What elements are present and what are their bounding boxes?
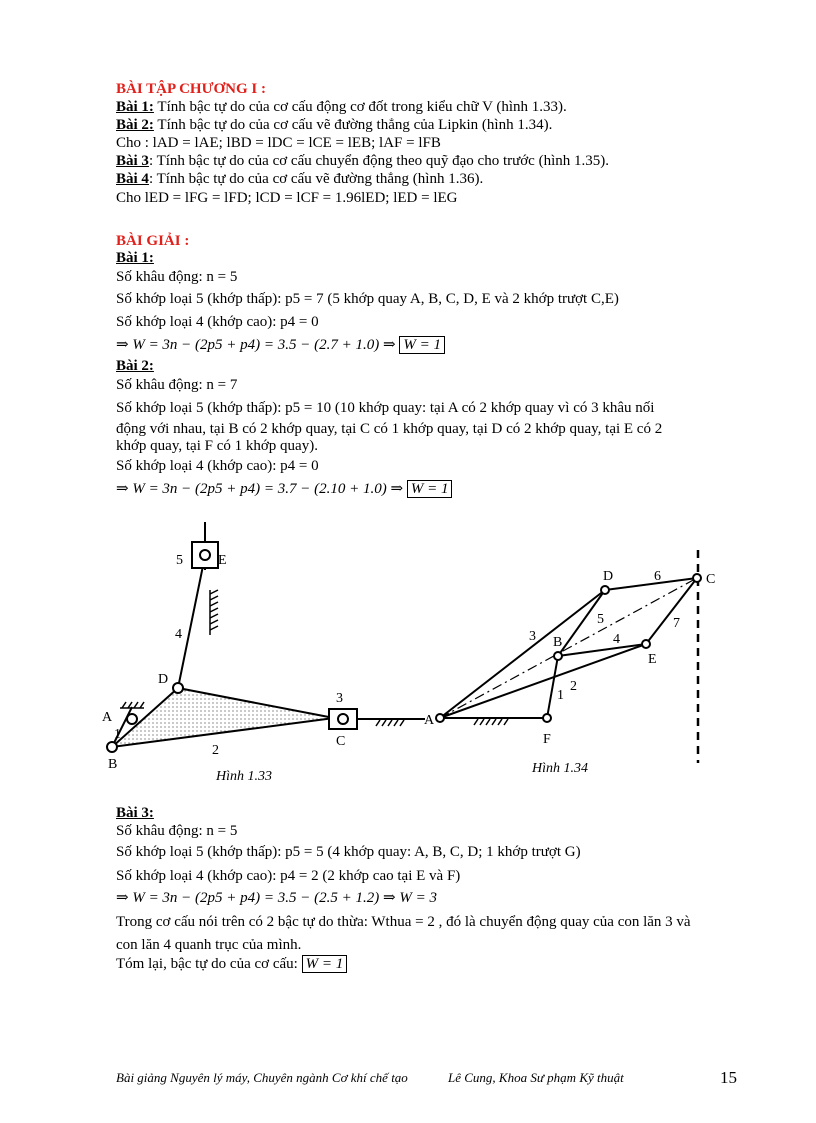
solution-3-label: Bài 3: bbox=[116, 805, 154, 821]
label-b: B bbox=[108, 757, 118, 772]
solution-2-label: Bài 2: bbox=[116, 358, 154, 374]
exercise-2-given: Cho : lAD = lAE; lBD = lDC = lCE = lEB; lAF = lFB bbox=[116, 135, 441, 151]
label-7: 7 bbox=[673, 616, 680, 631]
joint-c bbox=[693, 574, 701, 582]
label-c: C bbox=[706, 572, 716, 587]
joint-c bbox=[338, 714, 348, 724]
joint-d bbox=[601, 586, 609, 594]
link-4 bbox=[178, 556, 205, 688]
solution-3-summary: Tóm lại, bậc tự do của cơ cấu: W = 1 bbox=[116, 955, 347, 973]
label-a: A bbox=[424, 713, 435, 728]
label-4: 4 bbox=[613, 632, 620, 647]
figure-1-33 bbox=[102, 522, 425, 784]
link-2-triangle bbox=[112, 688, 334, 747]
solutions-heading: BÀI GIẢI : bbox=[116, 233, 190, 249]
link-3 bbox=[440, 590, 605, 718]
joint-d bbox=[173, 683, 183, 693]
mechanism-figures bbox=[0, 510, 816, 800]
center-line bbox=[440, 578, 697, 718]
exercise-4: Bài 4: Tính bậc tự do của cơ cấu vẽ đường thẳng (hình 1.36). bbox=[116, 171, 484, 187]
solution-2-p5-c: khớp quay, tại F có 1 khớp quay). bbox=[116, 438, 318, 454]
label-5: 5 bbox=[597, 612, 604, 627]
label-b: B bbox=[553, 635, 563, 650]
solution-3-p5: Số khớp loại 5 (khớp thấp): p5 = 5 (4 khớp quay: A, B, C, D; 1 khớp trượt G) bbox=[116, 844, 581, 860]
label-3: 3 bbox=[529, 629, 536, 644]
solution-2-p4: Số khớp loại 4 (khớp cao): p4 = 0 bbox=[116, 458, 319, 474]
solution-3-extra-a: Trong cơ cấu nói trên có 2 bậc tự do thừa: Wthua = 2 , đó là chuyển động quay của con lăn 3 và bbox=[116, 914, 691, 930]
link-7 bbox=[646, 578, 697, 644]
link-ae bbox=[440, 644, 646, 718]
label-d: D bbox=[158, 672, 169, 687]
joint-a bbox=[127, 714, 137, 724]
solution-2-n: Số khâu động: n = 7 bbox=[116, 377, 238, 393]
link-6 bbox=[605, 578, 697, 590]
page-number: 15 bbox=[720, 1068, 737, 1087]
label-5: 5 bbox=[176, 553, 183, 568]
footer-right: Lê Cung, Khoa Sư phạm Kỹ thuật bbox=[448, 1070, 624, 1085]
label-f: F bbox=[543, 732, 551, 747]
joint-e bbox=[200, 550, 210, 560]
caption-1-34: Hình 1.34 bbox=[532, 761, 588, 776]
label-1: 1 bbox=[557, 688, 564, 703]
label-d: D bbox=[603, 569, 614, 584]
label-2: 2 bbox=[570, 679, 577, 694]
label-c: C bbox=[336, 734, 346, 749]
solution-1-p5: Số khớp loại 5 (khớp thấp): p5 = 7 (5 khớp quay A, B, C, D, E và 2 khớp trượt C,E) bbox=[116, 291, 619, 307]
joint-b bbox=[554, 652, 562, 660]
label-6: 6 bbox=[654, 569, 661, 584]
label-3: 3 bbox=[336, 691, 343, 706]
solution-2-w: ⇒ W = 3n − (2p5 + p4) = 3.7 − (2.10 + 1.0) ⇒ W = 1 bbox=[116, 480, 452, 498]
solution-3-w: ⇒ W = 3n − (2p5 + p4) = 3.5 − (2.5 + 1.2) ⇒ W = 3 bbox=[116, 890, 437, 906]
label-a: A bbox=[102, 710, 113, 725]
solution-2-result: W = 1 bbox=[407, 480, 453, 498]
exercise-2: Bài 2: Tính bậc tự do của cơ cấu vẽ đường thẳng của Lipkin (hình 1.34). bbox=[116, 117, 553, 133]
solution-1-n: Số khâu động: n = 5 bbox=[116, 269, 238, 285]
solution-3-result: W = 1 bbox=[302, 955, 348, 973]
link-2 bbox=[547, 656, 558, 718]
label-e: E bbox=[218, 553, 227, 568]
solution-1-result: W = 1 bbox=[399, 336, 445, 354]
ground-c-hatch bbox=[376, 720, 404, 726]
exercise-1: Bài 1: Tính bậc tự do của cơ cấu động cơ đốt trong kiểu chữ V (hình 1.33). bbox=[116, 99, 567, 115]
label-1: 1 bbox=[114, 727, 121, 742]
joint-b bbox=[107, 742, 117, 752]
solution-2-p5-a: Số khớp loại 5 (khớp thấp): p5 = 10 (10 khớp quay: tại A có 2 khớp quay vì có 3 khâu nối bbox=[116, 400, 655, 416]
solution-1-p4: Số khớp loại 4 (khớp cao): p4 = 0 bbox=[116, 314, 319, 330]
caption-1-33: Hình 1.33 bbox=[216, 769, 272, 784]
solution-1-w: ⇒ W = 3n − (2p5 + p4) = 3.5 − (2.7 + 1.0) ⇒ W = 1 bbox=[116, 336, 445, 354]
solution-1-label: Bài 1: bbox=[116, 250, 154, 266]
label-e: E bbox=[648, 652, 657, 667]
exercise-4-given: Cho lED = lFG = lFD; lCD = lCF = 1.96lED; lED = lEG bbox=[116, 190, 458, 206]
figure-1-34 bbox=[424, 550, 715, 776]
link-4 bbox=[558, 644, 646, 656]
joint-a bbox=[436, 714, 444, 722]
exercises-heading: BÀI TẬP CHƯƠNG I : bbox=[116, 81, 267, 97]
solution-3-extra-b: con lăn 4 quanh trục của mình. bbox=[116, 937, 302, 953]
exercise-3: Bài 3: Tính bậc tự do của cơ cấu chuyển động theo quỹ đạo cho trước (hình 1.35). bbox=[116, 153, 609, 169]
footer-left: Bài giảng Nguyên lý máy, Chuyên ngành Cơ khí chế tạo bbox=[116, 1070, 408, 1085]
solution-3-n: Số khâu động: n = 5 bbox=[116, 823, 238, 839]
ground-e-hatch bbox=[210, 590, 218, 630]
label-2: 2 bbox=[212, 743, 219, 758]
ground-a-hatch bbox=[122, 702, 144, 708]
ground-a2-hatch bbox=[474, 719, 508, 725]
label-4: 4 bbox=[175, 627, 182, 642]
joint-e bbox=[642, 640, 650, 648]
solution-3-p4: Số khớp loại 4 (khớp cao): p4 = 2 (2 khớp cao tại E và F) bbox=[116, 868, 461, 884]
joint-f bbox=[543, 714, 551, 722]
solution-2-p5-b: động với nhau, tại B có 2 khớp quay, tại C có 1 khớp quay, tại D có 2 khớp quay, tại E có 2 bbox=[116, 421, 663, 437]
